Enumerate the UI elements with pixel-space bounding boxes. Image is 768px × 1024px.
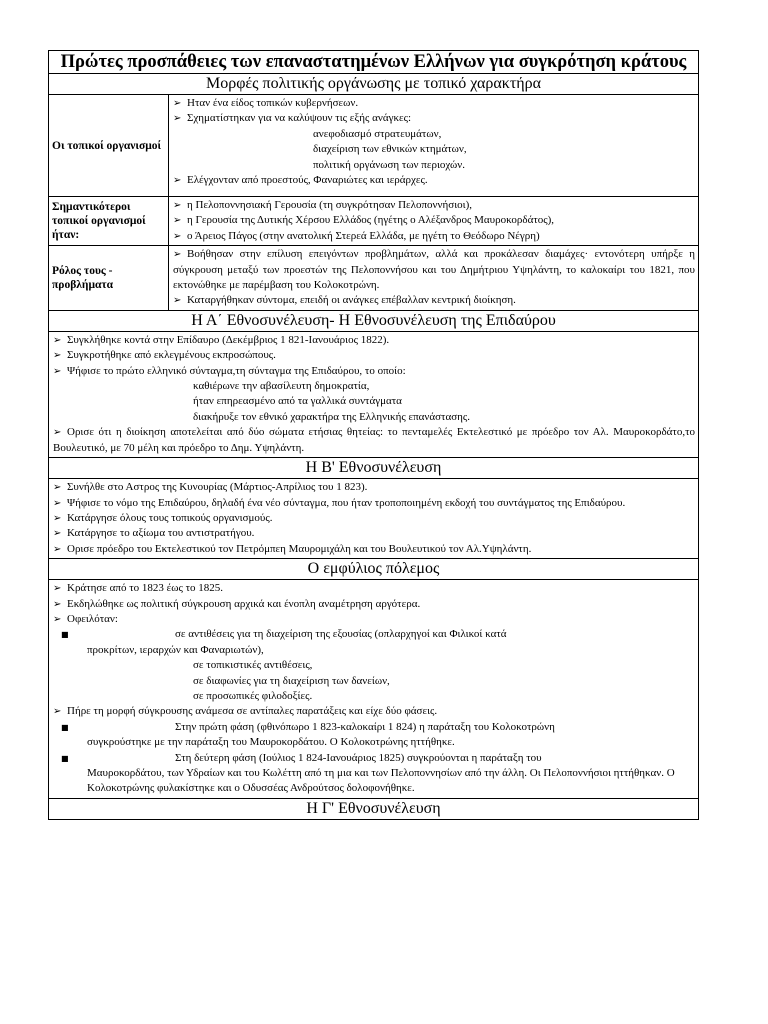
sub-item: ήταν επηρεασμένο από τα γαλλικά συντάγματα — [193, 395, 402, 408]
list-item: ➢ Συγκλήθηκε κοντά στην Επίδαυρο (Δεκέμβριος 1 821-Ιανουάριος 1822). — [53, 333, 695, 348]
arrow-bullet-icon: ➢ — [53, 512, 62, 524]
section-content-first-assembly — [49, 331, 699, 457]
sub-item: διαχείριση των εθνικών κτημάτων, — [313, 143, 467, 156]
sub-item: σε διαφωνίες για τη διαχείριση των δανείων, — [193, 674, 390, 687]
list-item: ➢ η Πελοποννησιακή Γερουσία (τη συγκρότησαν Πελοποννήσιοι), — [173, 198, 695, 213]
document-table — [48, 50, 699, 820]
phase-item: ■ Στην πρώτη φάση (φθινόπωρο 1 823-καλοκαίρι 1 824) η παράταξη του Κολοκοτρώνη — [53, 720, 695, 735]
row-label-main-organisms: Σημαντικότεροι τοπικοί οργανισμοί ήταν: — [49, 197, 169, 246]
arrow-bullet-icon: ➢ — [53, 497, 62, 509]
row-content-role-problems — [169, 246, 699, 311]
section-heading-civil-war: Ο εμφύλιος πόλεμος — [49, 559, 699, 580]
square-bullet-icon: ■ — [61, 722, 69, 732]
sub-item: καθιέρωνε την αβασίλευτη δημοκρατία, — [193, 380, 370, 393]
sub-item: διακήρυξε τον εθνικό χαρακτήρα της Ελληνικής επανάστασης. — [193, 410, 471, 423]
row-label-role-problems: Ρόλος τους - προβλήματα — [49, 246, 169, 311]
list-item: ➢ Συγκροτήθηκε από εκλεγμένους εκπροσώπους. — [53, 348, 695, 363]
square-bullet-icon: ■ — [61, 753, 69, 763]
row-label-local-organisms: Οι τοπικοί οργανισμοί — [49, 95, 169, 197]
phase-item-continued: συγκρούστηκε με την παράταξη του Μαυροκορδάτου. Ο Κολοκοτρώνης ηττήθηκε. — [87, 736, 455, 749]
list-item: ➢ Συνήλθε στο Αστρος της Κυνουρίας (Μάρτιος-Απρίλιος του 1 823). — [53, 480, 695, 495]
arrow-bullet-icon: ➢ — [53, 482, 62, 494]
list-item: ➢ Ορισε πρόεδρο του Εκτελεστικού τον Πετρόμπεη Μαυρομιχάλη και του Βουλευτικού τον Αλ.Υψηλάντη. — [53, 542, 695, 557]
list-item: ➢ Κράτησε από το 1823 έως το 1825. — [53, 581, 695, 596]
row-content-local-organisms — [169, 95, 699, 197]
list-item: ➢ Πήρε τη μορφή σύγκρουσης ανάμεσα σε αντίπαλες παρατάξεις και είχε δύο φάσεις. — [53, 704, 695, 719]
list-item: ➢ Κατάργησε όλους τους τοπικούς οργανισμούς. — [53, 511, 695, 526]
arrow-bullet-icon: ➢ — [53, 350, 62, 362]
sub-item: πολιτική οργάνωση των περιοχών. — [313, 158, 466, 171]
arrow-bullet-icon: ➢ — [53, 528, 62, 540]
arrow-bullet-icon: ➢ — [173, 295, 182, 307]
list-item: ➢ Εκδηλώθηκε ως πολιτική σύγκρουση αρχικά και ένοπλη αναμέτρηση αργότερα. — [53, 597, 695, 612]
section-heading-second-assembly: Η Β' Εθνοσυνέλευση — [49, 458, 699, 479]
section-content-civil-war — [49, 580, 699, 799]
list-item: ➢ Ηταν ένα είδος τοπικών κυβερνήσεων. — [173, 96, 695, 111]
list-item: ➢ Οφειλόταν: — [53, 612, 695, 627]
list-item: ➢ η Γερουσία της Δυτικής Χέρσου Ελλάδος (ηγέτης ο Αλέξανδρος Μαυροκορδάτος), — [173, 213, 695, 228]
list-item: ➢ Ψήφισε το πρώτο ελληνικό σύνταγμα,τη σύνταγμα της Επιδαύρου, το οποίο: — [53, 364, 695, 379]
row-content-main-organisms — [169, 197, 699, 246]
square-bullet-icon: ■ — [61, 630, 69, 640]
arrow-bullet-icon: ➢ — [173, 113, 182, 125]
arrow-bullet-icon: ➢ — [173, 230, 182, 242]
arrow-bullet-icon: ➢ — [53, 598, 62, 610]
arrow-bullet-icon: ➢ — [53, 613, 62, 625]
sub-item: ανεφοδιασμό στρατευμάτων, — [313, 127, 442, 140]
list-item: ➢ ο Άρειος Πάγος (στην ανατολική Στερεά Ελλάδα, με ηγέτη το Θεόδωρο Νέγρη) — [173, 229, 695, 244]
arrow-bullet-icon: ➢ — [53, 334, 62, 346]
arrow-bullet-icon: ➢ — [53, 583, 62, 595]
list-item: ➢ Ελέγχονταν από προεστούς, Φαναριώτες και ιεράρχες. — [173, 173, 695, 188]
arrow-bullet-icon: ➢ — [173, 200, 182, 211]
list-item: ➢ Σχηματίστηκαν για να καλύψουν τις εξής ανάγκες: — [173, 111, 695, 126]
sub-item: σε τοπικιστικές αντιθέσεις, — [193, 659, 313, 672]
section-heading-third-assembly: Η Γ' Εθνοσυνέλευση — [49, 798, 699, 819]
arrow-bullet-icon: ➢ — [173, 175, 182, 187]
arrow-bullet-icon: ➢ — [53, 365, 62, 377]
section-heading-local-organizations: Μορφές πολιτικής οργάνωσης με τοπικό χαρακτήρα — [49, 74, 699, 95]
list-item: ➢ Ψήφισε το νόμο της Επιδαύρου, δηλαδή ένα νέο σύνταγμα, που ήταν τροποποιημένη εκδοχή του συντάγματος της Επιδαύρου. — [53, 496, 695, 511]
section-heading-first-assembly: Η Α΄ Εθνοσυνέλευση- Η Εθνοσυνέλευση της Επιδαύρου — [49, 310, 699, 331]
phase-item-continued: Μαυροκορδάτου, των Υδραίων και του Κωλέττη από τη μια και των Πελοποννησίων από την άλλη. Οι Πελοποννήσιοι ηττήθηκαν. Ο Κολοκοτρώνης φυλακίστηκε και ο Οδυσσέας Ανδρούτσος δολοφονήθηκε. — [87, 767, 675, 795]
phase-item: ■ Στη δεύτερη φάση (Ιούλιος 1 824-Ιανουάριος 1825) συγκρούονται η παράταξη του — [53, 751, 695, 766]
list-item: ➢ Καταργήθηκαν σύντομα, επειδή οι ανάγκες επέβαλλαν κεντρική διοίκηση. — [173, 293, 695, 308]
list-item: ➢ Κατάργησε το αξίωμα του αντιστρατήγου. — [53, 526, 695, 541]
arrow-bullet-icon: ➢ — [53, 427, 62, 439]
arrow-bullet-icon: ➢ — [53, 706, 62, 718]
list-item: ➢ Βοήθησαν στην επίλυση επειγόντων προβλημάτων, αλλά και προκάλεσαν διαμάχες· εντονότερη υπήρξε η σύγκρουση μεταξύ των προεστών της Πελοποννήσου και του Δημήτριου Υψηλάντη, το καλοκαίρι του 1821, που εκτονώθηκε με παρέμβαση του Κολοκοτρώνη. — [173, 248, 695, 292]
reason-item-continued: προκρίτων, ιεραρχών και Φαναριωτών), — [87, 643, 264, 656]
reason-item: ■ σε αντιθέσεις για τη διαχείριση της εξουσίας (οπλαρχηγοί και Φιλικοί κατά — [53, 627, 695, 642]
page-title: Πρώτες προσπάθειες των επαναστατημένων Ελλήνων για συγκρότηση κράτους — [49, 51, 699, 74]
arrow-bullet-icon: ➢ — [53, 543, 62, 555]
arrow-bullet-icon: ➢ — [173, 215, 182, 227]
arrow-bullet-icon: ➢ — [173, 249, 182, 261]
section-content-second-assembly — [49, 479, 699, 559]
list-item: ➢ Ορισε ότι η διοίκηση αποτελείται από δύο σώματα ετήσιας θητείας: το πενταμελές Εκτελεστικό με πρόεδρο τον Αλ. Μαυροκορδάτο,το Βουλευτικό, με 70 μέλη και πρόεδρο το Δημ. Υψηλάντη. — [53, 426, 695, 454]
sub-item: σε προσωπικές φιλοδοξίες. — [193, 689, 313, 702]
arrow-bullet-icon: ➢ — [173, 98, 182, 109]
